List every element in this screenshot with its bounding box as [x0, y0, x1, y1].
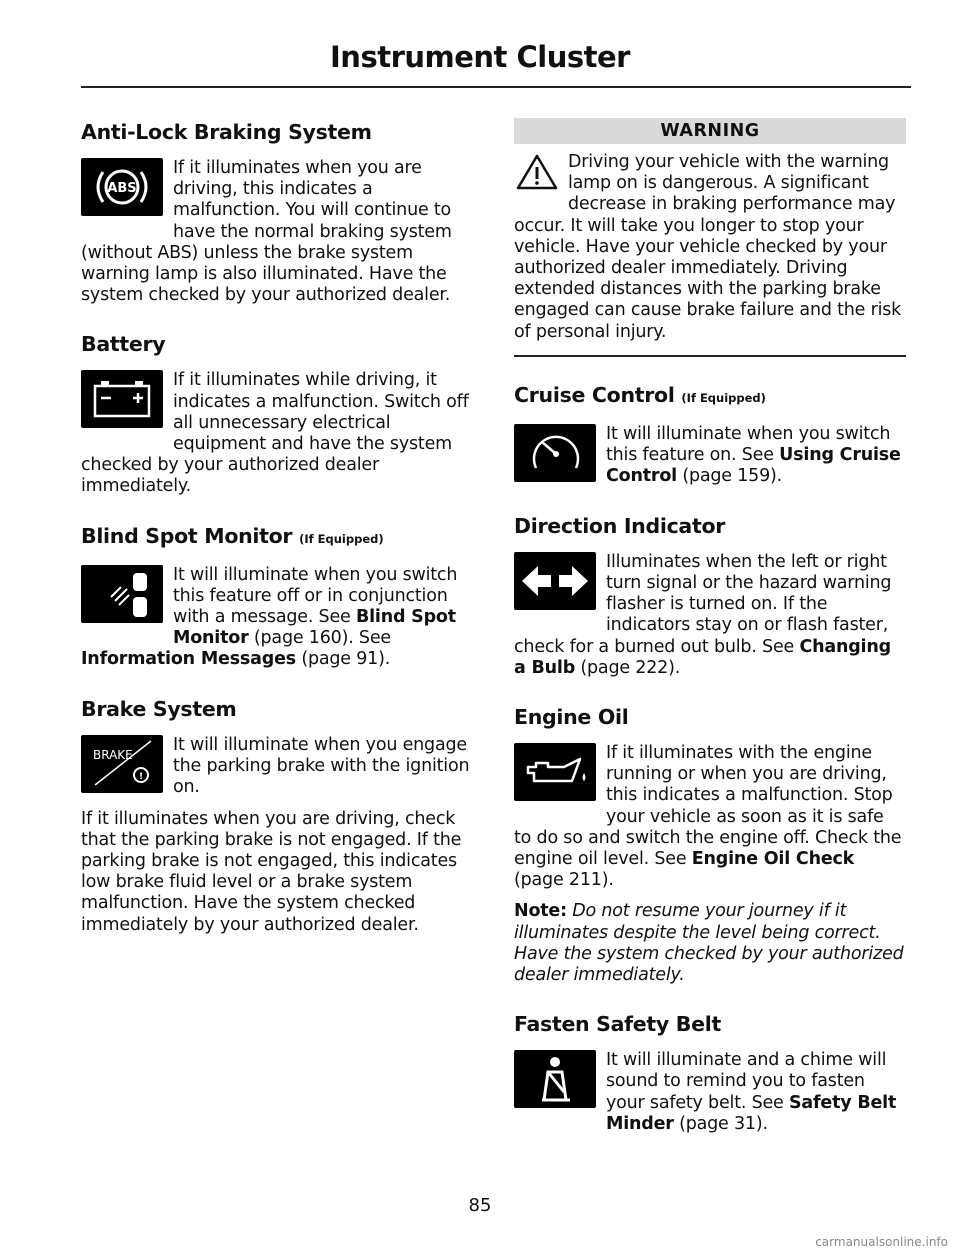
brake-heading: Brake System [81, 696, 237, 721]
turn-signal-icon [514, 552, 596, 610]
blind-spot-heading: Blind Spot Monitor (If Equipped) [81, 523, 384, 548]
brake-text-1: It will illuminate when you engage the parking brake with the ignition on. [173, 734, 470, 798]
page-title: Instrument Cluster [330, 40, 630, 74]
warning-label: WARNING [514, 118, 906, 144]
svg-text:!: ! [138, 771, 144, 782]
cruise-link[interactable]: Using Cruise Control [606, 445, 901, 487]
svg-text:ABS: ABS [107, 181, 137, 196]
warning-block [514, 118, 906, 357]
blind-spot-section [81, 522, 476, 671]
abs-text: If it illuminates when you are driving, this indicates a malfunction. You will continue to have the normal braking system (without ABS) unless the brake system warning lamp is also illuminated. Have the system checked by your authorized dealer. [81, 158, 452, 306]
oil-note: Note: Do not resume your journey if it illuminates despite the level being correct. Have the system checked by your authorized dealer immediately. [514, 901, 904, 986]
cruise-heading: Cruise Control (If Equipped) [514, 382, 766, 407]
abs-section [81, 118, 476, 306]
direction-heading: Direction Indicator [514, 513, 726, 538]
oil-section [514, 703, 906, 986]
oil-text: If it illuminates with the engine running or when you are driving, this indicates a malfunction. Stop your vehicle as soon as it is safe to do so and switch the engine off. Check the engine oil level. See Engine Oil Check (page 211). [514, 743, 902, 891]
bulb-link[interactable]: Changing a Bulb [514, 636, 891, 678]
oil-can-icon [514, 743, 596, 801]
brake-text-2: If it illuminates when you are driving, check that the parking brake is not engaged. If the parking brake is not engaged, this indicates low brake fluid level or a brake system malfunction. Have the system checked immediately by your authorized dealer. [81, 808, 462, 935]
warning-triangle-icon [514, 152, 560, 192]
seat-belt-icon [514, 1050, 596, 1108]
brake-icon-label: BRAKE [93, 747, 133, 762]
direction-section [514, 512, 906, 679]
battery-section [81, 330, 476, 497]
left-column [81, 118, 476, 960]
belt-heading: Fasten Safety Belt [514, 1012, 721, 1037]
battery-heading: Battery [81, 332, 166, 357]
blind-spot-text: It will illuminate when you switch this feature off or in conjunction with a message. See Blind Spot Monitor (page 160). See Information Messages (page 91). [81, 564, 458, 670]
watermark: carmanualsonline.info [815, 1235, 948, 1249]
right-column [514, 118, 906, 1159]
blind-spot-link[interactable]: Blind Spot Monitor [173, 607, 456, 649]
oil-heading: Engine Oil [514, 705, 629, 730]
battery-text: If it illuminates while driving, it indicates a malfunction. Switch off all unnecessary electrical equipment and have the system checked by your authorized dealer immediately. [81, 370, 469, 497]
belt-minder-link[interactable]: Safety Belt Minder [606, 1092, 897, 1134]
abs-heading: Anti-Lock Braking System [81, 120, 372, 144]
cruise-control-icon [514, 424, 596, 482]
page-number: 85 [468, 1195, 492, 1216]
oil-check-link[interactable]: Engine Oil Check [691, 849, 855, 870]
abs-warning-icon [81, 158, 163, 216]
warning-text: Driving your vehicle with the warning lamp on is dangerous. A significant decrease in braking performance may occur. It will take you longer to stop your vehicle. Have your vehicle checked by your authorized dealer immediately. Driving extended distances with the parking brake engaged can cause brake failure and the risk of personal injury. [514, 152, 902, 342]
brake-icon [81, 735, 163, 793]
belt-text: It will illuminate and a chime will sound to remind you to fasten your safety belt. See Safety Belt Minder (page 31). [606, 1050, 897, 1134]
blind-spot-icon [81, 565, 163, 623]
direction-text: Illuminates when the left or right turn signal or the hazard warning flasher is turned on. If the indicators stay on or flash faster, check for a burned out bulb. See Changing a Bulb (page 222). [514, 551, 892, 678]
belt-section [514, 1010, 906, 1135]
brake-section [81, 695, 476, 936]
battery-icon [81, 370, 163, 428]
info-messages-link[interactable]: Information Messages [81, 649, 296, 670]
cruise-section [514, 381, 906, 488]
header-rule [81, 86, 911, 88]
cruise-text: It will illuminate when you switch this feature on. See Using Cruise Control (page 159). [606, 423, 901, 487]
